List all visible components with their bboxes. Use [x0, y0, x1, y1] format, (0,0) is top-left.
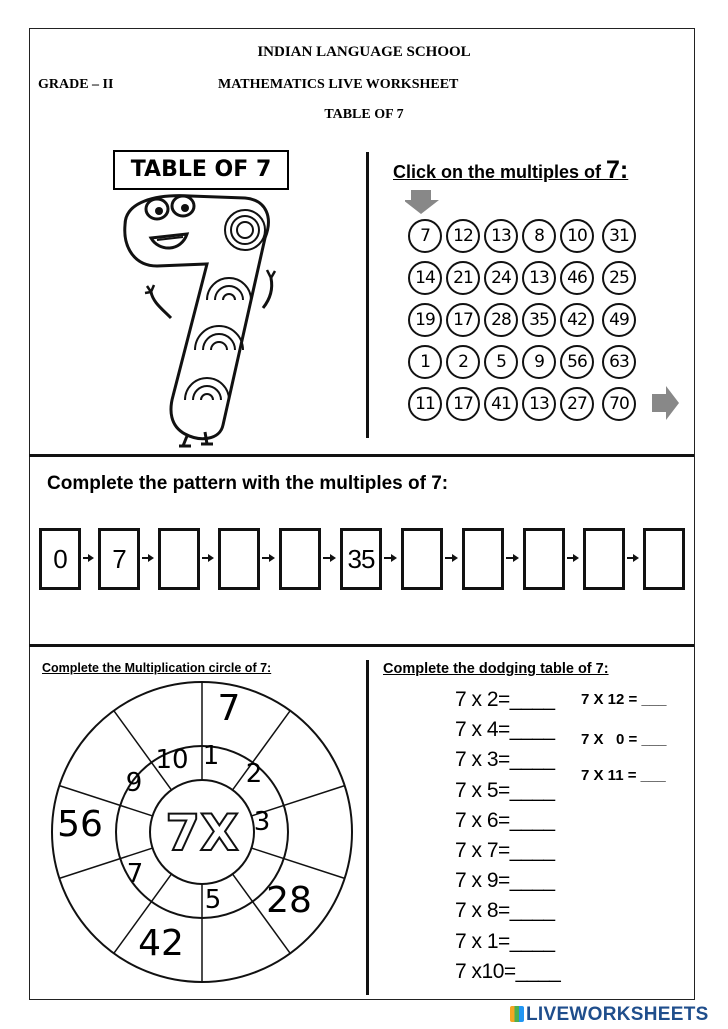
number-circle[interactable]: 27 [560, 387, 594, 421]
pattern-title: Complete the pattern with the multiples of 7: [47, 473, 449, 494]
number-circle[interactable]: 13 [522, 387, 556, 421]
multiples-grid-title: Click on the multiples of 7: [393, 156, 629, 184]
dodging-equation[interactable]: 7 x 9=____ [455, 869, 555, 893]
number-circle[interactable]: 17 [446, 387, 480, 421]
number-circle[interactable]: 12 [446, 219, 480, 253]
number-circle[interactable]: 8 [522, 219, 556, 253]
pattern-box-given: 35 [340, 528, 382, 590]
number-circle[interactable]: 70 [602, 387, 636, 421]
number-circle[interactable]: 25 [602, 261, 636, 295]
dodging-equation[interactable]: 7 x 2=____ [455, 688, 555, 711]
grade-label: GRADE – II [38, 77, 114, 92]
number-circle[interactable]: 5 [484, 345, 518, 379]
number-circle[interactable]: 31 [602, 219, 636, 253]
number-circle[interactable]: 2 [446, 345, 480, 379]
inner-circle-number: 5 [204, 885, 222, 915]
number-circle[interactable]: 1 [408, 345, 442, 379]
dodging-equation[interactable]: 7 x 6=____ [455, 808, 555, 832]
number-circle[interactable]: 7 [408, 219, 442, 253]
liveworksheets-logo: LIVEWORKSHEETS [510, 1004, 709, 1026]
dodging-equation[interactable]: 7 x 5=____ [455, 778, 555, 802]
number-circle[interactable]: 14 [408, 261, 442, 295]
dodging-equation[interactable]: 7 x 4=____ [455, 718, 555, 742]
number-circle[interactable]: 46 [560, 261, 594, 295]
mult-circle-title: Complete the Multiplication circle of 7: [42, 661, 272, 675]
dodging-equation[interactable]: 7 x 7=____ [455, 839, 555, 862]
worksheet-topic: TABLE OF 7 [324, 107, 404, 122]
dodging-equation[interactable]: 7 x10=____ [455, 959, 561, 983]
number-circle[interactable]: 21 [446, 261, 480, 295]
number-circle[interactable]: 28 [484, 303, 518, 337]
inner-circle-number: 3 [253, 807, 271, 837]
inner-circle-number: 7 [126, 859, 144, 889]
number-circle[interactable]: 63 [602, 345, 636, 379]
number-circle[interactable]: 10 [560, 219, 594, 253]
inner-circle-number: 2 [245, 759, 263, 789]
outer-circle-number: 7 [217, 688, 241, 729]
dodging-equation[interactable]: 7 x 1=____ [455, 929, 555, 953]
school-name: INDIAN LANGUAGE SCHOOL [257, 44, 471, 60]
vertical-divider [366, 660, 369, 995]
number-circle[interactable]: 49 [602, 303, 636, 337]
inner-circle-number: 1 [202, 741, 220, 771]
number-circle[interactable]: 35 [522, 303, 556, 337]
inner-circle-number: 9 [125, 768, 143, 798]
dodging-table-title: Complete the dodging table of 7: [383, 661, 609, 677]
pattern-box-given: 0 [39, 528, 81, 590]
number-circle[interactable]: 41 [484, 387, 518, 421]
dodging-equation[interactable]: 7 x 3=____ [455, 748, 555, 772]
outer-circle-number: 28 [266, 880, 312, 921]
dodging-equation[interactable]: 7 x 8=____ [455, 899, 555, 923]
number-circle[interactable]: 13 [484, 219, 518, 253]
dodging-equation[interactable]: 7 X 0 = ___ [581, 731, 667, 748]
mascot-title-box: TABLE OF 7 [113, 150, 289, 190]
number-circle[interactable]: 17 [446, 303, 480, 337]
circle-spoke [251, 848, 344, 878]
logo-icon [510, 1006, 524, 1022]
number-circle[interactable]: 24 [484, 261, 518, 295]
dodging-equation[interactable]: 7 X 11 = ___ [581, 767, 666, 784]
outer-circle-number: 56 [57, 804, 103, 845]
number-circle[interactable]: 9 [522, 345, 556, 379]
outer-circle-number: 42 [138, 923, 184, 964]
pattern-box-given: 7 [98, 528, 140, 590]
number-circle[interactable]: 11 [408, 387, 442, 421]
number-circle[interactable]: 56 [560, 345, 594, 379]
number-circle[interactable]: 19 [408, 303, 442, 337]
number-circle[interactable]: 42 [560, 303, 594, 337]
dodging-equation[interactable]: 7 X 12 = ___ [581, 691, 667, 708]
inner-circle-number: 10 [155, 745, 189, 775]
center-7x-label: 7X [165, 804, 239, 862]
number-circle[interactable]: 13 [522, 261, 556, 295]
subject-label: MATHEMATICS LIVE WORKSHEET [218, 77, 459, 92]
